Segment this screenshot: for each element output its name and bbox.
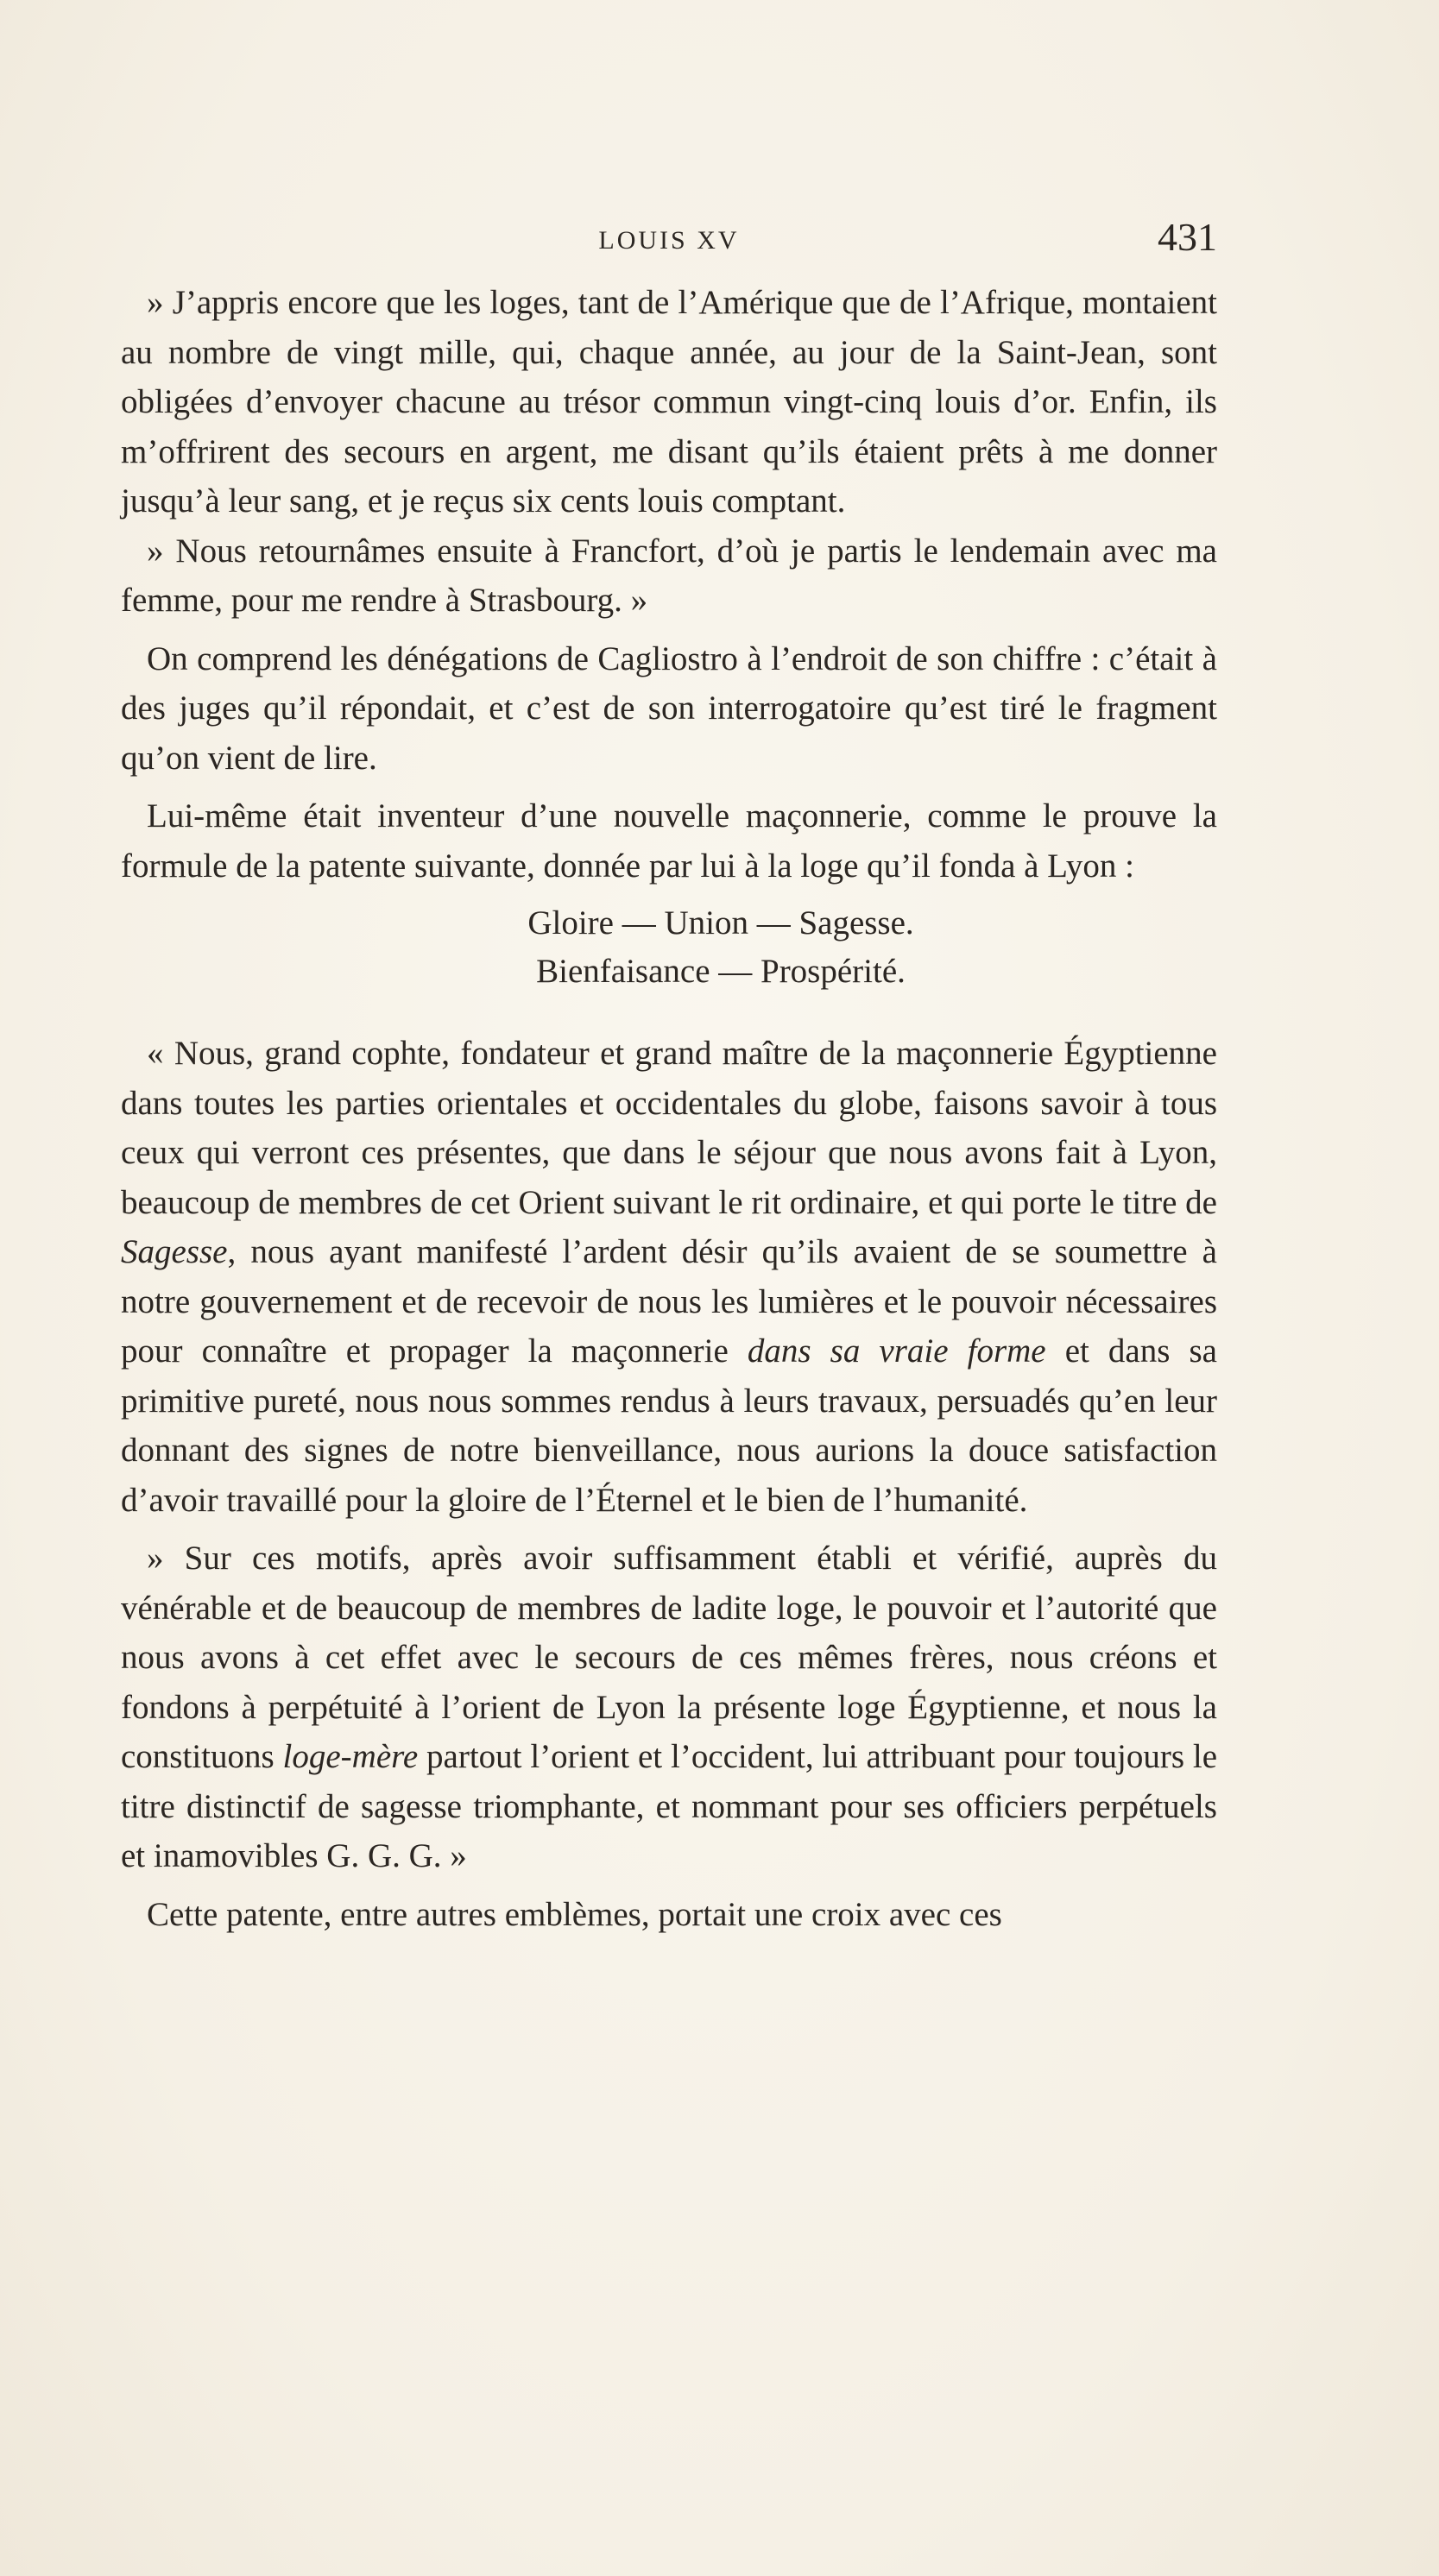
page-header xyxy=(121,214,1217,266)
text-run: partout l’orient et l’occident, lui attribuant pour toujours le titre distinctif de sagesse triomphante, et nommant pour ses officiers perpétuels et inamovibles G. G. G. » xyxy=(121,1738,1218,1874)
paragraph-loges-afrique: » J’appris encore que les loges, tant de l’Amérique que de l’Afrique, montaient au nombre de vingt mille, qui, chaque année, au jour de la Saint-Jean, sont obligées d’envoyer chacune au trésor commun vingt-cinq louis d’or. Enfin, ils m’offrirent des secours en argent, me disant qu’ils étaient prêts à me donner jusqu’à leur sang, et je reçus six cents louis comptant. xyxy=(121,284,1217,520)
text-run: « Nous, grand cophte, fondateur et grand maître de la maçonnerie Égyptienne dans toutes les parties orientales et occidentales du globe, faisons savoir à tous ceux qui verront ces présentes, que dans le séjour que nous avons fait à Lyon, beaucoup de membres de cet Orient suivant le rit ordinaire, et qui porte le titre de xyxy=(121,1035,1217,1221)
paragraph-francfort: » Nous retournâmes ensuite à Francfort, d’où je partis le lendemain avec ma femme, pour me rendre à Strasbourg. » xyxy=(121,532,1217,619)
motto xyxy=(121,899,1217,996)
running-head: LOUIS XV xyxy=(598,226,740,255)
text-run: et dans sa primitive pureté, nous nous sommes rendus à leurs travaux, persuadés qu’en leur donnant des signes de notre bienveillance, nous aurions la douce satisfaction d’avoir travaillé pour la gloire de l’Éternel et le bien de l’humanité. xyxy=(121,1332,1217,1519)
text-run: , nous ayant manifesté l’ardent désir qu’ils avaient de se soumettre à notre gouvernement et de recevoir de nous les lumières et le pouvoir nécessaires pour connaître et propager la maçonnerie xyxy=(121,1233,1217,1370)
italic-vraie-forme: dans sa vraie forme xyxy=(747,1332,1046,1370)
page-number: 431 xyxy=(1158,215,1217,259)
paragraph-sur-ces-motifs xyxy=(121,1534,1217,1881)
paragraph-cette-patente: Cette patente, entre autres emblèmes, portait une croix avec ces xyxy=(147,1895,1002,1933)
italic-sagesse: Sagesse xyxy=(121,1233,228,1270)
text-run: » Sur ces motifs, après avoir suffisamment établi et vérifié, auprès du vénérable et de beaucoup de membres de ladite loge, le pouvoir et l’autorité que nous avons à cet effet avec le secours de ces mêmes frères, nous créons et fondons à perpétuité à l’orient de Lyon la présente loge Égyptienne, et nous la constituons xyxy=(121,1540,1217,1775)
motto-line-2: Bienfaisance — Prospérité. xyxy=(536,953,906,990)
paragraph-grand-cophte xyxy=(121,1029,1217,1525)
italic-loge-mere: loge-mère xyxy=(282,1738,419,1775)
paragraph-nouvelle-maconnerie: Lui-même était inventeur d’une nouvelle maçonnerie, comme le prouve la formule de la patente suivante, donnée par lui à la loge qu’il fonda à Lyon : xyxy=(121,797,1217,885)
motto-line-1: Gloire — Union — Sagesse. xyxy=(527,904,914,942)
paragraph-denegations: On comprend les dénégations de Cagliostro à l’endroit de son chiffre : c’était à des juges qu’il répondait, et c’est de son interrogatoire qu’est tiré le fragment qu’on vient de lire. xyxy=(121,639,1217,777)
body-text xyxy=(121,278,1217,1939)
